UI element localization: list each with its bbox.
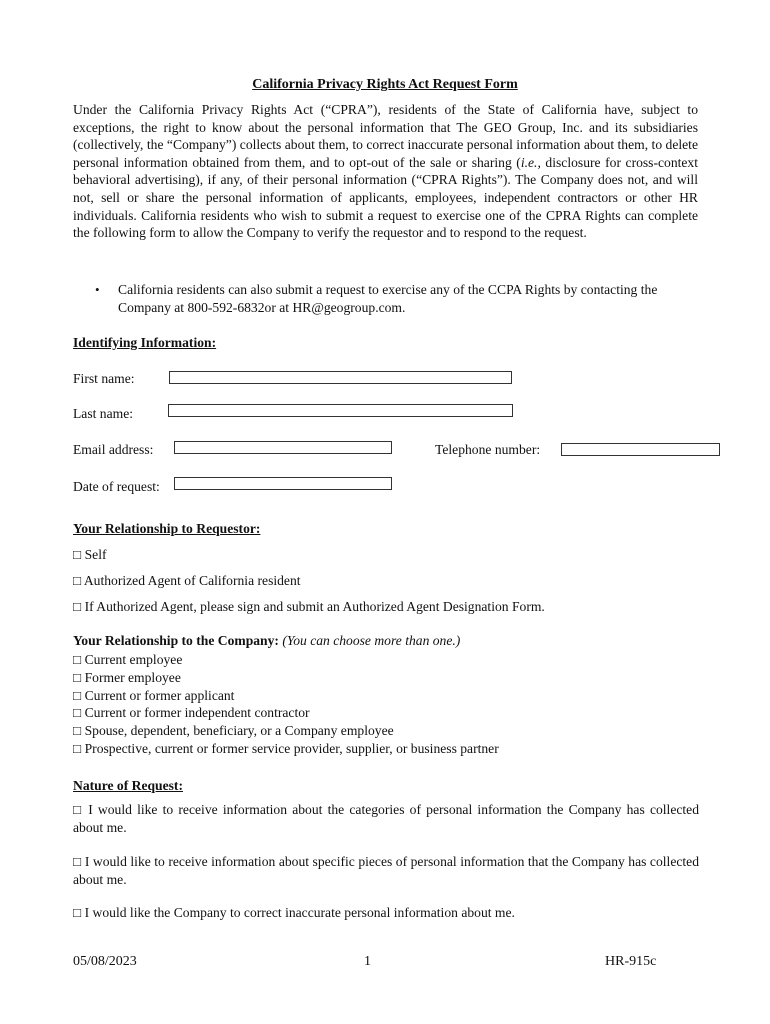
company-option-current-employee[interactable]: □ Current employee [73, 652, 183, 667]
requestor-option-agent[interactable]: □ Authorized Agent of California resident [73, 573, 301, 588]
nature-heading: Nature of Request: [73, 778, 183, 793]
intro-text: Under the California Privacy Rights Act (“CPRA”), residents of the State of California have, subject to exceptions, the right to know about the personal information that The GEO Group, Inc. and its subsidiaries (collectively, the “Company”) collects about them, to correct inaccurate personal information about them, to delete personal information obtained from them, and to opt-out of the sale or sharing ( [73, 102, 698, 170]
contact-email: HR@geogroup.com [292, 299, 402, 315]
identifying-heading: Identifying Information: [73, 335, 217, 350]
telephone-label: Telephone number: [435, 442, 541, 457]
email-field[interactable] [174, 441, 392, 454]
footer-date: 05/08/2023 [73, 954, 137, 969]
company-option-spouse-dependent[interactable]: □ Spouse, dependent, beneficiary, or a Company employee [73, 723, 394, 739]
first-name-field[interactable] [169, 371, 512, 384]
date-of-request-label: Date of request: [73, 479, 160, 494]
intro-italic: i.e., [520, 154, 541, 170]
intro-paragraph [73, 101, 698, 242]
contact-phone: 800-592-6832 [187, 299, 265, 315]
requestor-option-self[interactable]: □ Self [73, 547, 107, 562]
email-label: Email address: [73, 442, 154, 457]
contact-text-mid: or at [264, 299, 293, 315]
first-name-label: First name: [73, 371, 135, 386]
form-title: California Privacy Rights Act Request Form [252, 77, 518, 92]
company-option-applicant[interactable]: □ Current or former applicant [73, 687, 235, 703]
company-heading-text: Your Relationship to the Company: [73, 633, 279, 648]
company-option-contractor[interactable]: □ Current or former independent contractor [73, 705, 310, 721]
company-heading-note: (You can choose more than one.) [282, 633, 461, 648]
nature-option-specific-pieces[interactable]: □ I would like to receive information about specific pieces of personal information that the Company has collected about me. [73, 854, 699, 887]
telephone-field[interactable] [561, 443, 720, 456]
contact-bullet [118, 281, 702, 316]
company-option-service-provider[interactable]: □ Prospective, current or former service provider, supplier, or business partner [73, 740, 499, 756]
requestor-option-agent-form[interactable]: □ If Authorized Agent, please sign and submit an Authorized Agent Designation Form. [73, 599, 545, 614]
contact-text: California residents can also submit a request to exercise any of the CCPA Rights by contacting the Company at [118, 282, 658, 315]
nature-option-categories[interactable]: □ I would like to receive information about the categories of personal information the Company has collected about me. [73, 802, 699, 835]
nature-option-correct[interactable]: □ I would like the Company to correct inaccurate personal information about me. [73, 905, 515, 920]
footer-form-code: HR-915c [605, 954, 657, 969]
bullet-icon: • [95, 282, 100, 297]
footer-page-number: 1 [364, 954, 371, 969]
date-of-request-field[interactable] [174, 477, 392, 490]
company-option-former-employee[interactable]: □ Former employee [73, 669, 181, 685]
requestor-heading: Your Relationship to Requestor: [73, 521, 261, 536]
intro-text-rest: disclosure for cross-context behavioral advertising), if any, of their personal information (“CPRA Rights”). The Company does not, and will not, sell or share the personal information of applicants, employees, independent contractors or other HR individuals. California residents who wish to submit a request to exercise one of the CPRA Rights can complete the following form to allow the Company to verify the requestor and to respond to the request. [73, 154, 699, 241]
company-heading [73, 632, 460, 650]
company-options [73, 651, 499, 758]
last-name-label: Last name: [73, 406, 134, 421]
last-name-field[interactable] [168, 404, 513, 417]
contact-text-end: . [402, 299, 406, 315]
